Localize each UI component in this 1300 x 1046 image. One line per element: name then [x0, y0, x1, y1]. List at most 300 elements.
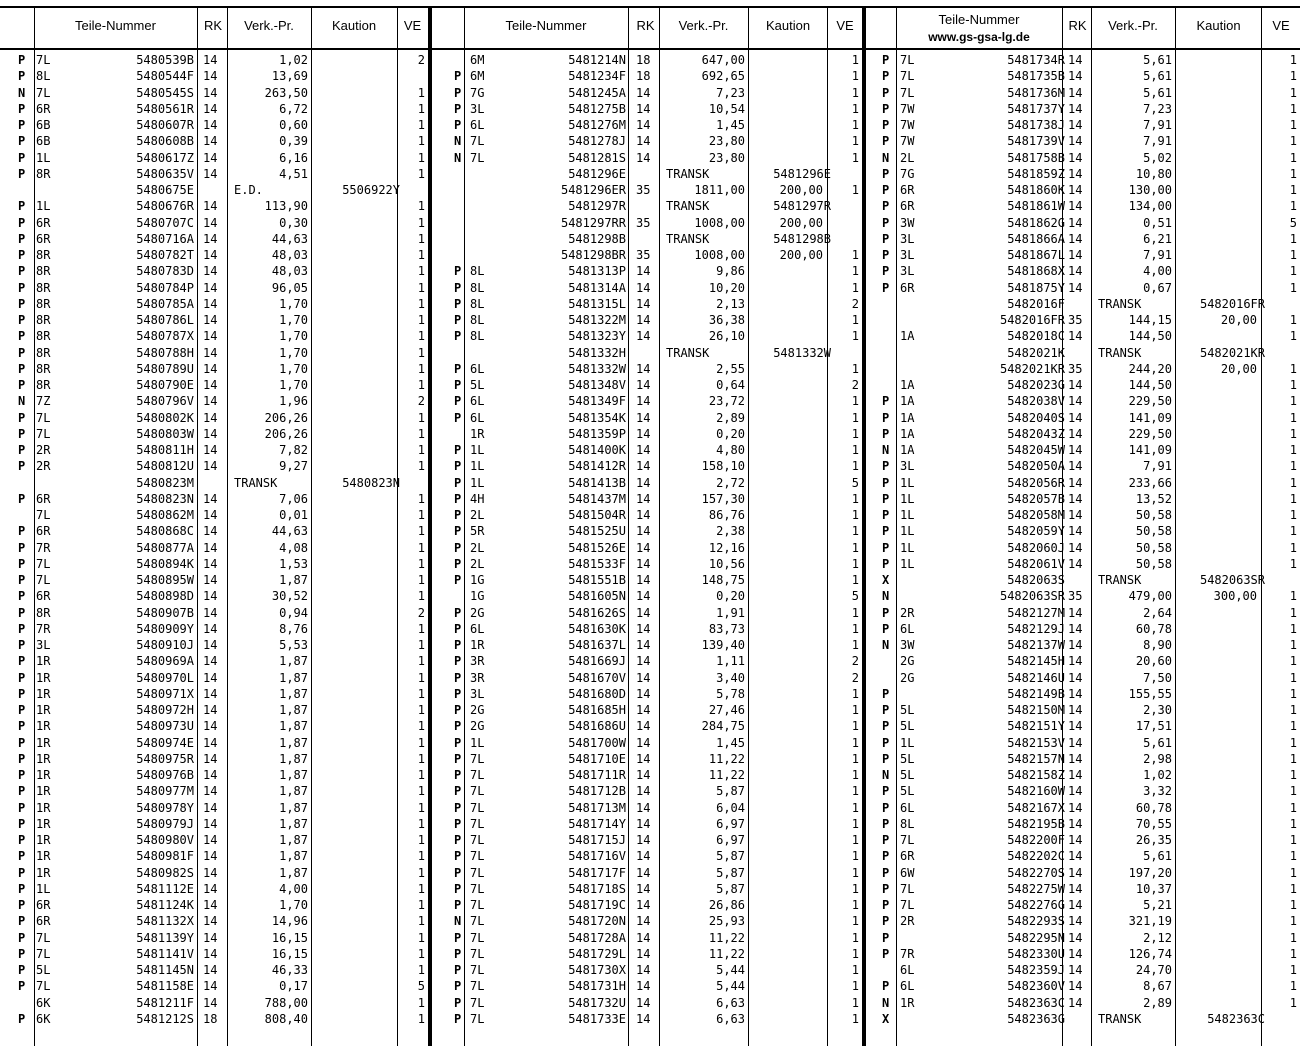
- cell-flag: P: [18, 751, 26, 766]
- cell-group-code: 7L: [900, 85, 915, 100]
- table-row: [866, 215, 1300, 231]
- cell-group-code: 7R: [900, 946, 915, 961]
- cell-flag: P: [18, 898, 26, 912]
- cell-part-number: 5482021KR: [999, 361, 1065, 376]
- cell-rk: 14: [203, 654, 218, 669]
- cell-flag: P: [454, 118, 462, 132]
- cell-deposit: 5482021KR: [1199, 345, 1265, 360]
- table-row: [432, 491, 862, 507]
- cell-part-number: 5481670V: [568, 670, 626, 685]
- cell-flag: P: [882, 508, 890, 522]
- cell-part-number: 5481738J: [1007, 118, 1065, 132]
- cell-ve: 1: [851, 865, 859, 880]
- cell-ve: 1: [417, 313, 425, 327]
- cell-price: 83,73: [708, 621, 745, 636]
- cell-part-number: 5481680D: [568, 686, 626, 701]
- cell-group-code: 2R: [900, 914, 915, 929]
- table-row: [0, 1011, 428, 1027]
- cell-deposit: 200,00: [779, 215, 823, 230]
- cell-flag: P: [454, 443, 462, 457]
- cell-part-number: 5481710E: [568, 751, 626, 766]
- cell-deposit: 200,00: [779, 183, 823, 197]
- cell-part-number: 5481332H: [568, 345, 626, 360]
- table-row: [0, 345, 428, 361]
- cell-deposit: 5506922Y: [342, 183, 400, 197]
- cell-price: 244,20: [1128, 361, 1172, 376]
- cell-part-number: 5481867L: [1007, 248, 1065, 262]
- cell-ve: 1: [851, 264, 859, 279]
- cell-rk: 14: [1068, 508, 1083, 522]
- cell-flag: P: [454, 816, 462, 831]
- cell-part-number: 5481866A: [1007, 231, 1065, 246]
- cell-flag: P: [454, 524, 462, 539]
- cell-rk: 14: [1068, 264, 1083, 279]
- cell-price: 4,00: [279, 881, 308, 896]
- table-row: [432, 312, 862, 328]
- price-list-panel-3: [866, 0, 1300, 1046]
- cell-flag: P: [882, 69, 890, 84]
- cell-group-code: 1R: [36, 719, 51, 734]
- cell-group-code: 7L: [470, 881, 485, 896]
- cell-part-number: 5482276G: [1007, 898, 1065, 912]
- cell-ve: 1: [1289, 524, 1297, 539]
- cell-rk: 14: [636, 670, 651, 685]
- table-row: [866, 1011, 1300, 1027]
- cell-flag: P: [454, 621, 462, 636]
- cell-part-number: 5480786L: [136, 313, 194, 327]
- cell-flag: P: [18, 329, 26, 344]
- cell-price: 1,91: [716, 605, 745, 620]
- cell-ve: 1: [1289, 394, 1297, 409]
- cell-group-code: 6R: [36, 491, 51, 506]
- cell-flag: N: [882, 150, 890, 165]
- cell-group-code: 7W: [900, 101, 915, 116]
- cell-group-code: 6K: [36, 1011, 51, 1026]
- cell-rk: 14: [1068, 621, 1083, 636]
- cell-part-number: 5480811H: [136, 443, 194, 457]
- cell-part-number: 5481297RR: [560, 215, 626, 230]
- cell-part-number: 5481859Z: [1007, 166, 1065, 181]
- table-row: [432, 865, 862, 881]
- table-row: [432, 507, 862, 523]
- cell-price: 206,26: [264, 426, 308, 441]
- cell-rk: 14: [203, 621, 218, 636]
- cell-group-code: 8R: [36, 248, 51, 262]
- cell-ve: 1: [417, 751, 425, 766]
- cell-group-code: 7L: [470, 751, 485, 766]
- cell-ve: 1: [417, 898, 425, 912]
- cell-flag: P: [18, 833, 26, 847]
- cell-part-number: 5480975R: [136, 751, 194, 766]
- cell-part-number: 5482045W: [1007, 443, 1065, 457]
- cell-part-number: 5482038V: [1007, 394, 1065, 409]
- cell-part-number: 5480823N: [136, 491, 194, 506]
- cell-flag: P: [454, 946, 462, 961]
- cell-price: 2,38: [716, 524, 745, 539]
- cell-ve: 1: [1289, 53, 1297, 67]
- cell-flag: P: [18, 313, 26, 327]
- cell-group-code: 1R: [36, 654, 51, 669]
- cell-price: 16,15: [271, 930, 308, 945]
- cell-price: TRANSK: [1098, 1011, 1142, 1026]
- cell-group-code: 7L: [36, 930, 51, 945]
- cell-rk: 14: [203, 426, 218, 441]
- cell-group-code: 2R: [900, 605, 915, 620]
- table-row: [0, 946, 428, 962]
- table-row: [0, 458, 428, 474]
- cell-flag: P: [882, 491, 890, 506]
- table-row: [866, 458, 1300, 474]
- cell-part-number: 5481234F: [568, 69, 626, 84]
- cell-ve: 1: [851, 849, 859, 864]
- cell-group-code: 6W: [900, 865, 915, 880]
- cell-group-code: 3L: [900, 248, 915, 262]
- cell-flag: P: [18, 410, 26, 425]
- cell-part-number: 5481729L: [568, 946, 626, 961]
- table-row: [866, 897, 1300, 913]
- cell-rk: 14: [1068, 930, 1083, 945]
- cell-rk: 14: [1068, 443, 1083, 457]
- cell-part-number: 5482153V: [1007, 735, 1065, 750]
- cell-flag: P: [882, 621, 890, 636]
- cell-price: 284,75: [701, 719, 745, 734]
- cell-part-number: 5482016F: [1007, 296, 1065, 311]
- cell-ve: 2: [851, 378, 859, 392]
- cell-flag: P: [454, 101, 462, 116]
- cell-flag: P: [454, 735, 462, 750]
- cell-group-code: 1L: [900, 556, 915, 571]
- cell-ve: 1: [851, 751, 859, 766]
- cell-price: 788,00: [264, 995, 308, 1010]
- cell-group-code: 3L: [36, 638, 51, 652]
- cell-flag: P: [882, 166, 890, 181]
- cell-price: 158,10: [701, 459, 745, 474]
- table-row: [0, 913, 428, 929]
- cell-price: 206,26: [264, 410, 308, 425]
- cell-flag: P: [18, 378, 26, 392]
- cell-ve: 1: [1289, 735, 1297, 750]
- table-row: [432, 605, 862, 621]
- cell-part-number: 5481737Y: [1007, 101, 1065, 116]
- cell-flag: P: [454, 264, 462, 279]
- cell-price: 7,23: [1143, 101, 1172, 116]
- cell-price: 11,22: [708, 751, 745, 766]
- cell-part-number: 5481212S: [136, 1011, 194, 1026]
- cell-ve: 1: [851, 443, 859, 457]
- cell-rk: 14: [636, 735, 651, 750]
- cell-price: 23,80: [708, 134, 745, 149]
- cell-part-number: 5482016FR: [999, 313, 1065, 327]
- cell-price: 11,22: [708, 946, 745, 961]
- cell-part-number: 5481214N: [568, 53, 626, 67]
- cell-group-code: 2G: [470, 703, 485, 717]
- cell-part-number: 5480977M: [136, 784, 194, 799]
- cell-flag: P: [18, 573, 26, 587]
- cell-flag: N: [882, 638, 890, 652]
- cell-rk: 14: [203, 751, 218, 766]
- cell-flag: P: [18, 53, 26, 67]
- table-row: [432, 166, 862, 182]
- cell-price: 6,72: [279, 101, 308, 116]
- cell-ve: 1: [1289, 703, 1297, 717]
- cell-rk: 14: [636, 361, 651, 376]
- cell-price: 6,63: [716, 1011, 745, 1026]
- cell-deposit: 300,00: [1213, 589, 1257, 604]
- cell-group-code: 1R: [36, 751, 51, 766]
- table-row: [432, 133, 862, 149]
- cell-price: TRANSK: [1098, 573, 1142, 587]
- cell-group-code: 3W: [900, 638, 915, 652]
- cell-part-number: 5480785A: [136, 296, 194, 311]
- cell-rk: 14: [636, 800, 651, 815]
- cell-rk: 14: [203, 703, 218, 717]
- cell-ve: 1: [417, 280, 425, 295]
- cell-price: 692,65: [701, 69, 745, 84]
- cell-part-number: 5481637L: [568, 638, 626, 652]
- cell-part-number: 5480782T: [136, 248, 194, 262]
- table-row: [432, 897, 862, 913]
- table-row: [432, 978, 862, 994]
- cell-ve: 1: [417, 784, 425, 799]
- cell-flag: P: [882, 426, 890, 441]
- cell-ve: 1: [851, 53, 859, 67]
- cell-rk: 14: [203, 930, 218, 945]
- cell-rk: 14: [1068, 166, 1083, 181]
- table-row: [866, 978, 1300, 994]
- cell-price: 0,20: [716, 426, 745, 441]
- cell-group-code: 6M: [470, 69, 485, 84]
- cell-part-number: 5480676R: [136, 199, 194, 214]
- cell-group-code: 8L: [470, 264, 485, 279]
- cell-ve: 1: [1289, 313, 1297, 327]
- cell-price: 3,32: [1143, 784, 1172, 799]
- table-row: [866, 182, 1300, 198]
- table-row: [432, 263, 862, 279]
- table-row: [0, 751, 428, 767]
- cell-flag: P: [18, 654, 26, 669]
- cell-flag: P: [882, 410, 890, 425]
- cell-group-code: 6R: [36, 215, 51, 230]
- cell-part-number: 5481669J: [568, 654, 626, 669]
- cell-part-number: 5481245A: [568, 85, 626, 100]
- cell-part-number: 5481297R: [568, 199, 626, 214]
- cell-ve: 1: [1289, 540, 1297, 555]
- cell-ve: 1: [417, 264, 425, 279]
- cell-ve: 1: [417, 768, 425, 782]
- cell-flag: N: [454, 134, 462, 149]
- table-row: [866, 328, 1300, 344]
- table-row: [866, 832, 1300, 848]
- cell-rk: 14: [636, 459, 651, 474]
- cell-price: 17,51: [1135, 719, 1172, 734]
- cell-price: 6,63: [716, 995, 745, 1010]
- table-row: [866, 995, 1300, 1011]
- cell-price: 1,87: [279, 703, 308, 717]
- cell-rk: 14: [203, 898, 218, 912]
- cell-rk: 14: [1068, 800, 1083, 815]
- cell-group-code: 7L: [36, 53, 51, 67]
- cell-group-code: 5L: [36, 963, 51, 977]
- table-row: [432, 150, 862, 166]
- cell-ve: 1: [851, 329, 859, 344]
- cell-rk: 14: [1068, 134, 1083, 149]
- cell-ve: 1: [851, 881, 859, 896]
- cell-part-number: 5480976B: [136, 768, 194, 782]
- cell-part-number: 5482018C: [1007, 329, 1065, 344]
- cell-price: 1,02: [1143, 768, 1172, 782]
- cell-rk: 14: [203, 589, 218, 604]
- cell-flag: P: [454, 69, 462, 84]
- table-row: [0, 117, 428, 133]
- cell-part-number: 5482167X: [1007, 800, 1065, 815]
- cell-price: 5,87: [716, 784, 745, 799]
- cell-ve: 1: [417, 215, 425, 230]
- cell-price: 1,70: [279, 378, 308, 392]
- cell-ve: 2: [851, 654, 859, 669]
- table-row: [866, 150, 1300, 166]
- website-url[interactable]: www.gs-gsa-lg.de: [928, 30, 1030, 44]
- cell-group-code: 7L: [470, 995, 485, 1010]
- cell-part-number: 5482157N: [1007, 751, 1065, 766]
- cell-flag: P: [454, 963, 462, 977]
- cell-price: 0,30: [279, 215, 308, 230]
- cell-price: 9,86: [716, 264, 745, 279]
- cell-ve: 1: [851, 134, 859, 149]
- cell-ve: 1: [1289, 410, 1297, 425]
- cell-part-number: 5482151Y: [1007, 719, 1065, 734]
- cell-rk: 14: [636, 475, 651, 490]
- cell-flag: P: [882, 101, 890, 116]
- cell-ve: 1: [851, 69, 859, 84]
- cell-group-code: 4H: [470, 491, 485, 506]
- cell-price: 14,96: [271, 914, 308, 929]
- cell-ve: 1: [417, 735, 425, 750]
- table-row: [0, 962, 428, 978]
- cell-part-number: 5482200F: [1007, 833, 1065, 847]
- cell-part-number: 5481412R: [568, 459, 626, 474]
- cell-rk: 14: [1068, 85, 1083, 100]
- cell-ve: 1: [417, 621, 425, 636]
- cell-group-code: 8L: [36, 69, 51, 84]
- cell-flag: P: [18, 735, 26, 750]
- cell-ve: 1: [851, 946, 859, 961]
- cell-flag: P: [18, 134, 26, 149]
- cell-flag: P: [882, 930, 890, 945]
- cell-ve: 1: [1289, 183, 1297, 197]
- cell-rk: 14: [636, 686, 651, 701]
- cell-group-code: 1R: [36, 686, 51, 701]
- cell-ve: 1: [851, 101, 859, 116]
- cell-rk: 35: [636, 215, 651, 230]
- cell-group-code: 5L: [900, 768, 915, 782]
- cell-flag: P: [18, 166, 26, 181]
- cell-flag: P: [18, 930, 26, 945]
- cell-rk: 14: [203, 296, 218, 311]
- cell-rk: 14: [203, 881, 218, 896]
- cell-rk: 14: [203, 53, 218, 67]
- table-row: [866, 718, 1300, 734]
- table-row: [866, 783, 1300, 799]
- cell-group-code: 7W: [900, 134, 915, 149]
- cell-price: 157,30: [701, 491, 745, 506]
- cell-rk: 14: [1068, 816, 1083, 831]
- table-header: [0, 6, 428, 46]
- cell-flag: P: [454, 313, 462, 327]
- cell-ve: 1: [417, 378, 425, 392]
- cell-part-number: 5480823M: [136, 475, 194, 490]
- cell-price: TRANSK: [666, 166, 710, 181]
- cell-rk: 14: [203, 524, 218, 539]
- cell-flag: P: [18, 670, 26, 685]
- cell-flag: P: [18, 264, 26, 279]
- cell-price: 144,50: [1128, 378, 1172, 392]
- cell-group-code: 6L: [470, 361, 485, 376]
- cell-rk: 14: [636, 751, 651, 766]
- cell-price: 11,22: [708, 930, 745, 945]
- cell-rk: 14: [1068, 849, 1083, 864]
- cell-rk: 14: [636, 654, 651, 669]
- cell-part-number: 5480877A: [136, 540, 194, 555]
- cell-rk: 14: [1068, 280, 1083, 295]
- cell-group-code: 1G: [470, 589, 485, 604]
- cell-flag: P: [18, 150, 26, 165]
- table-row: [432, 117, 862, 133]
- cell-flag: P: [882, 540, 890, 555]
- cell-flag: N: [882, 995, 890, 1010]
- cell-part-number: 5481686U: [568, 719, 626, 734]
- cell-ve: 1: [1289, 85, 1297, 100]
- cell-price: 2,12: [1143, 930, 1172, 945]
- cell-price: TRANSK: [1098, 345, 1142, 360]
- cell-group-code: 6M: [470, 53, 485, 67]
- cell-part-number: 5481605N: [568, 589, 626, 604]
- cell-rk: 14: [203, 540, 218, 555]
- cell-flag: P: [882, 800, 890, 815]
- cell-price: 5,44: [716, 963, 745, 977]
- cell-part-number: 5482059Y: [1007, 524, 1065, 539]
- cell-part-number: 5481298BR: [560, 248, 626, 262]
- cell-ve: 5: [1289, 215, 1297, 230]
- cell-part-number: 5482295N: [1007, 930, 1065, 945]
- cell-price: 4,80: [716, 443, 745, 457]
- cell-flag: P: [454, 605, 462, 620]
- cell-price: 1,45: [716, 735, 745, 750]
- cell-ve: 1: [1289, 963, 1297, 977]
- cell-part-number: 5480974E: [136, 735, 194, 750]
- table-row: [432, 198, 862, 214]
- cell-flag: P: [18, 1011, 26, 1026]
- cell-group-code: 8R: [36, 264, 51, 279]
- cell-group-code: 3L: [900, 459, 915, 474]
- cell-rk: 14: [203, 264, 218, 279]
- cell-group-code: 1A: [900, 410, 915, 425]
- cell-flag: P: [454, 995, 462, 1010]
- cell-rk: 14: [1068, 914, 1083, 929]
- cell-rk: 14: [203, 345, 218, 360]
- cell-ve: 1: [1289, 475, 1297, 490]
- cell-part-number: 5481158E: [136, 979, 194, 994]
- cell-price: 50,58: [1135, 524, 1172, 539]
- cell-rk: 14: [203, 69, 218, 84]
- cell-rk: 14: [636, 979, 651, 994]
- cell-price: 46,33: [271, 963, 308, 977]
- table-row: [432, 377, 862, 393]
- cell-part-number: 5482146U: [1007, 670, 1065, 685]
- cell-ve: 1: [1289, 101, 1297, 116]
- cell-rk: 14: [203, 833, 218, 847]
- cell-part-number: 5482363C: [1007, 995, 1065, 1010]
- cell-ve: 1: [417, 654, 425, 669]
